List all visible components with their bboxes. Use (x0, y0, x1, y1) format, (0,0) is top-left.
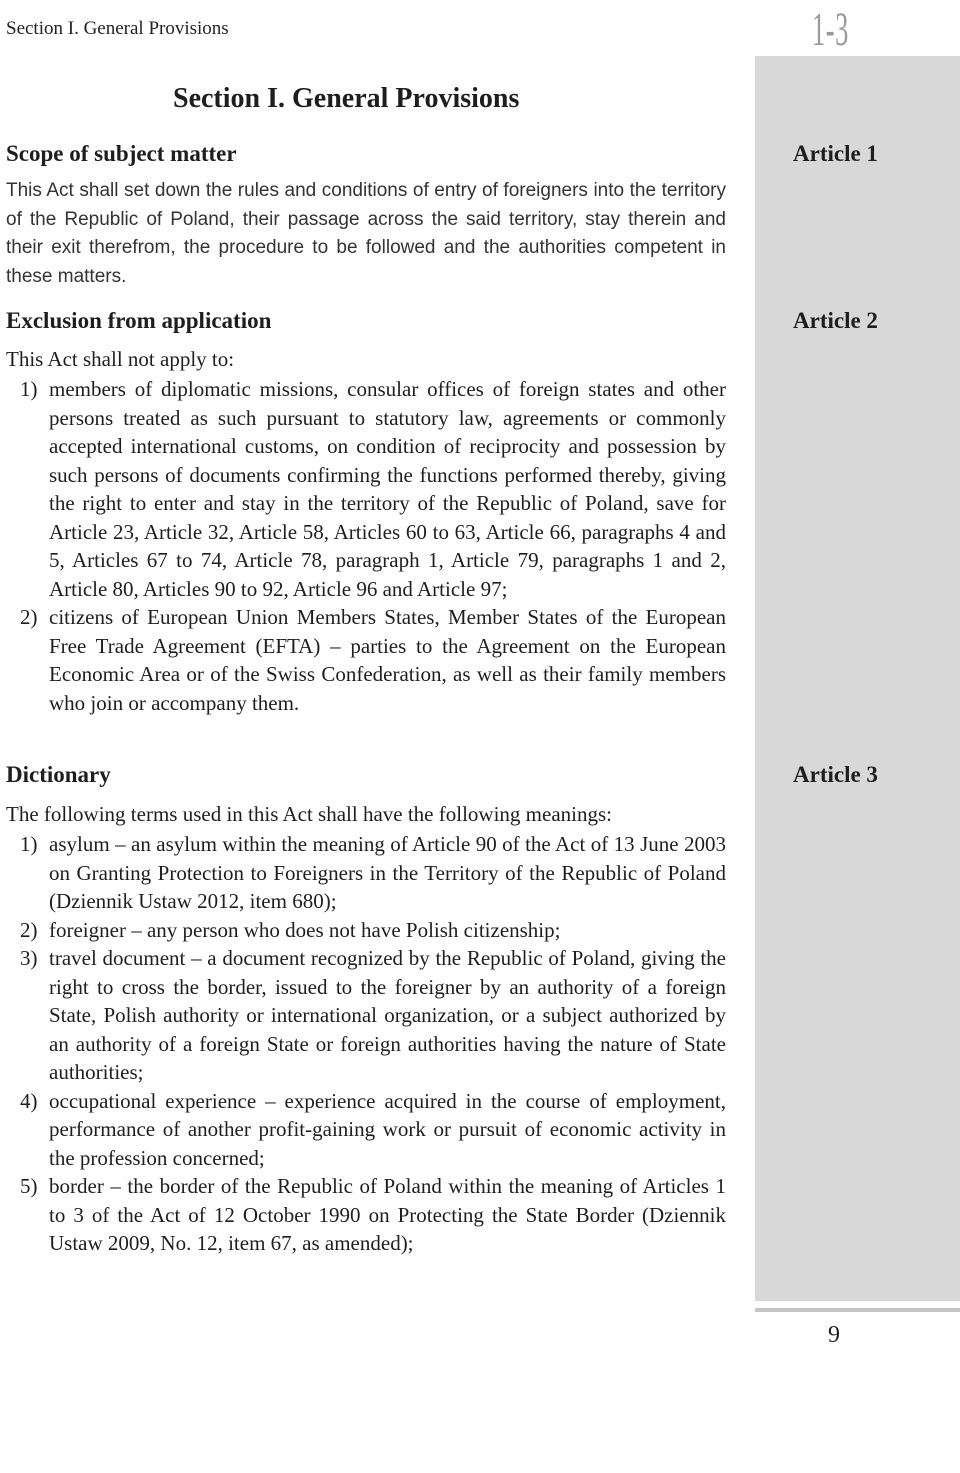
list-item-text: foreigner – any person who does not have Polish citizenship; (49, 917, 561, 942)
article-1-heading: Scope of subject matter (6, 141, 237, 166)
running-header-title: Section I. General Provisions (6, 18, 229, 39)
section-title: Section I. General Provisions (173, 83, 520, 114)
list-item-number: 4) (20, 1088, 38, 1113)
list-item-text: travel document – a document recognized by the Republic of Poland, giving the right to cross the border, issued to the foreigner by an authority of a foreign State, Polish authority or international organization, or a subject authorized by an authority of a foreign State or foreign authorities having the nature of State authorities; (49, 946, 726, 1084)
article-2-list (6, 375, 726, 717)
list-item-number: 2) (20, 917, 38, 942)
page-number: 9 (828, 1322, 840, 1348)
list-item-text: citizens of European Union Members States, Member States of the European Free Trade Agreement (EFTA) – parties to the Agreement on the European Economic Area or of the Swiss Confederation, as well as their family members who join or accompany them. (49, 605, 726, 715)
page-number-panel (755, 1308, 960, 1473)
article-2-label: Article 2 (793, 308, 878, 333)
list-item-number: 2) (20, 605, 38, 629)
list-item-number: 1) (20, 377, 38, 401)
list-item (6, 830, 726, 916)
list-item (6, 603, 726, 717)
article-3-label: Article 3 (793, 762, 878, 787)
article-3-list (6, 830, 726, 1258)
article-1-body: This Act shall set down the rules and conditions of entry of foreigners into the territory of the Republic of Poland, their passage across the said territory, stay therein and their exit therefrom, the procedure to be followed and the authorities competent in these matters. (6, 180, 726, 287)
list-item-text: occupational experience – experience acquired in the course of employment, performance of another profit-gaining work or pursuit of economic activity in the profession concerned; (49, 1088, 726, 1170)
list-item-number: 5) (20, 1174, 38, 1198)
list-item-text: border – the border of the Republic of Poland within the meaning of Articles 1 to 3 of the Act of 12 October 1990 on Protecting the State Border (Dziennik Ustaw 2009, No. 12, item 67, as amended); (49, 1174, 726, 1255)
list-item (6, 1172, 726, 1258)
article-1-label: Article 1 (793, 141, 878, 166)
list-item-text: asylum – an asylum within the meaning of Article 90 of the Act of 13 June 2003 on Granting Protection to Foreigners in the Territory of the Republic of Poland (Dziennik Ustaw 2012, item 680); (49, 832, 726, 913)
list-item-text: members of diplomatic missions, consular offices of foreign states and other persons treated as such pursuant to statutory law, agreements or commonly accepted international customs, on condition of reciprocity and possession by such persons of documents confirming the functions performed thereby, giving the right to enter and stay in the territory of the Republic of Poland, save for Article 23, Article 32, Article 58, Articles 60 to 63, Article 66, paragraphs 4 and 5, Articles 67 to 74, Article 78, paragraph 1, Article 79, paragraphs 1 and 2, Article 80, Articles 90 to 92, Article 96 and Article 97; (49, 377, 726, 601)
article-2-heading: Exclusion from application (6, 308, 272, 333)
list-item-number: 1) (20, 832, 38, 856)
margin-sidebar (755, 56, 960, 1301)
article-2-intro: This Act shall not apply to: (6, 347, 235, 371)
list-item (6, 916, 726, 945)
list-item (6, 1087, 726, 1173)
list-item-number: 3) (20, 946, 38, 970)
list-item (6, 944, 726, 1087)
section-range-marker: 1-3 (812, 3, 849, 56)
article-3-heading: Dictionary (6, 762, 111, 787)
list-item (6, 375, 726, 603)
article-3-intro: The following terms used in this Act shall have the following meanings: (6, 802, 612, 826)
